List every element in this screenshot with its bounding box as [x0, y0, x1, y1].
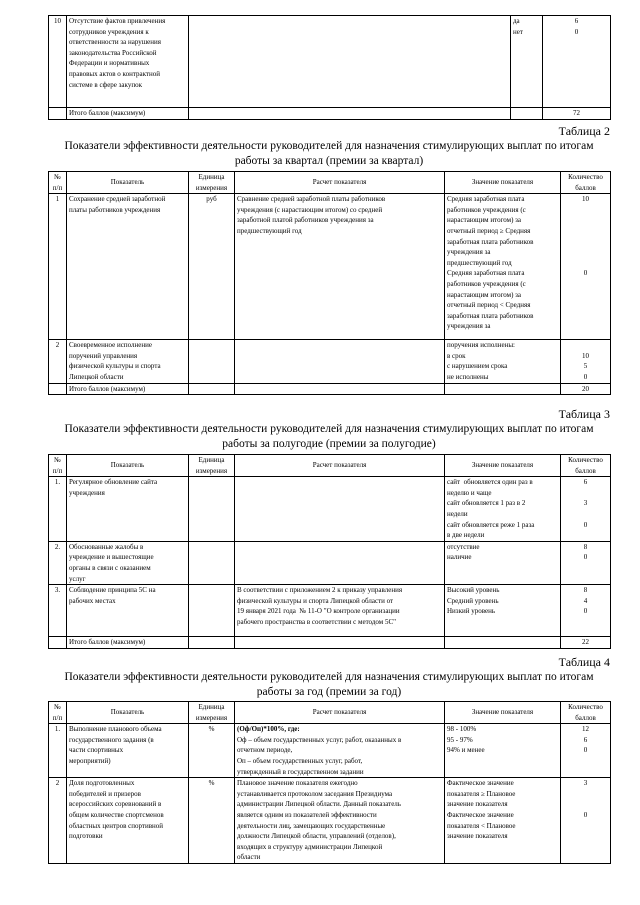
header-name: Показатель	[67, 702, 189, 724]
indicator-name: Соблюдение принципа 5С на рабочих местах	[67, 585, 189, 637]
total-row	[49, 637, 611, 649]
row-number: 2	[49, 778, 67, 864]
indicator-name: Доля подготовленных победителей и призеров всероссийских соревнований в общем количестве спортсменов областных центров спортивной подготовки	[67, 778, 189, 864]
score: 3 0	[561, 778, 611, 864]
indicator-name: Сохранение средней заработной платы работников учреждения	[67, 194, 189, 340]
unit: руб	[189, 194, 235, 340]
table-1-tail	[48, 15, 611, 120]
score: 8 4 0	[561, 585, 611, 637]
table-row	[49, 340, 611, 383]
indicator-value: Высокий уровень Средний уровень Низкий уровень	[445, 585, 561, 637]
total-score: 72	[543, 108, 611, 120]
table-row	[49, 541, 611, 584]
header-num: № п/п	[49, 172, 67, 194]
indicator-value: да нет	[511, 16, 543, 108]
table-row	[49, 724, 611, 778]
header-calc: Расчет показателя	[235, 702, 445, 724]
header-score: Количество баллов	[561, 455, 611, 477]
header-value: Значение показателя	[445, 702, 561, 724]
total-score: 20	[561, 383, 611, 395]
calculation: (Oф/Oп)*100%, где: Oф – объем государственных услуг, работ, оказанных в отчетном периоде, Oп – объем государственных услуг, работ, утвержденный в государственном задании	[235, 724, 445, 778]
header-score: Количество баллов	[561, 702, 611, 724]
score: 10 5 0	[561, 340, 611, 383]
table-header	[49, 702, 611, 724]
table-title: Показатели эффективности деятельности руководителей для назначения стимулирующих выплат по итогам работы за год (премии за год)	[64, 671, 594, 698]
score: 12 6 0	[561, 724, 611, 778]
header-unit: Единица измерения	[189, 702, 235, 724]
score: 6 0	[543, 16, 611, 108]
table-2	[48, 171, 611, 395]
row-number: 2.	[49, 541, 67, 584]
indicator-value: отсутствие наличие	[445, 541, 561, 584]
score: 8 0	[561, 541, 611, 584]
empty-cell	[189, 16, 511, 108]
row-number: 10	[49, 16, 67, 108]
total-label: Итого баллов (максимум)	[67, 637, 189, 649]
calculation: Сравнение средней заработной платы работников учреждения (с нарастающим итогом) со средней заработной платой работников учреждения за предшествующий год	[235, 194, 445, 340]
table-row	[49, 477, 611, 542]
table-label: Таблица 3	[558, 407, 610, 421]
indicator-name: Отсутствие фактов привлечения сотрудников учреждения к ответственности за нарушения законодательства Российской Федерации и нормативных правовых актов о контрактной системе в сфере закупок	[67, 16, 189, 108]
indicator-value: Средняя заработная плата работников учреждения (с нарастающим итогом) за отчетный период ≥ Средняя заработная плата работников учреждения за предшествующий год Средняя заработная плата работников учреждения (с нарастающим итогом) за отчетный период < Средняя заработная плата работников учреждения за	[445, 194, 561, 340]
row-number: 1.	[49, 477, 67, 542]
table-header	[49, 172, 611, 194]
unit: %	[189, 778, 235, 864]
table-row	[49, 194, 611, 340]
table-row	[49, 778, 611, 864]
table-title: Показатели эффективности деятельности руководителей для назначения стимулирующих выплат по итогам работы за квартал (премии за квартал)	[64, 140, 594, 167]
row-number: 3.	[49, 585, 67, 637]
table-header	[49, 455, 611, 477]
total-row	[49, 383, 611, 395]
indicator-value: сайт обновляется один раз в неделю и чаще сайт обновляется 1 раз в 2 недели сайт обновляется реже 1 раза в две недели	[445, 477, 561, 542]
score: 10 0	[561, 194, 611, 340]
row-number: 2	[49, 340, 67, 383]
header-num: № п/п	[49, 702, 67, 724]
table-title: Показатели эффективности деятельности руководителей для назначения стимулирующих выплат по итогам работы за полугодие (премии за полугодие)	[64, 423, 594, 450]
indicator-value: поручения исполнены: в срок с нарушением срока не исполнены	[445, 340, 561, 383]
header-value: Значение показателя	[445, 172, 561, 194]
table-row	[49, 585, 611, 637]
header-unit: Единица измерения	[189, 455, 235, 477]
table-label: Таблица 2	[558, 124, 610, 138]
table-label: Таблица 4	[558, 655, 610, 669]
header-name: Показатель	[67, 455, 189, 477]
header-num: № п/п	[49, 455, 67, 477]
row-number: 1.	[49, 724, 67, 778]
indicator-name: Обоснованные жалобы в учреждение и вышестоящие органы в связи с оказанием услуг	[67, 541, 189, 584]
indicator-name: Регулярное обновление сайта учреждения	[67, 477, 189, 542]
total-score: 22	[561, 637, 611, 649]
indicator-value: Фактическое значение показателя ≥ Плановое значение показателя Фактическое значение показателя < Плановое значение показателя	[445, 778, 561, 864]
table-4	[48, 701, 611, 864]
indicator-name: Своевременное исполнение поручений управления физической культуры и спорта Липецкой области	[67, 340, 189, 383]
header-calc: Расчет показателя	[235, 455, 445, 477]
header-unit: Единица измерения	[189, 172, 235, 194]
header-value: Значение показателя	[445, 455, 561, 477]
total-label: Итого баллов (максимум)	[67, 383, 189, 395]
unit: %	[189, 724, 235, 778]
indicator-name: Выполнение планового объема государственного задания (в части спортивных мероприятий)	[67, 724, 189, 778]
header-calc: Расчет показателя	[235, 172, 445, 194]
header-score: Количество баллов	[561, 172, 611, 194]
table-row	[49, 16, 611, 108]
total-row	[49, 108, 611, 120]
indicator-value: 98 - 100% 95 - 97% 94% и менее	[445, 724, 561, 778]
row-number: 1	[49, 194, 67, 340]
calculation: В соответствии с приложением 2 к приказу управления физической культуры и спорта Липецкой области от 19 января 2021 года № 11-О "О контроле организации рабочего пространства в соответствии с методом 5С"	[235, 585, 445, 637]
score: 6 3 0	[561, 477, 611, 542]
total-label: Итого баллов (максимум)	[67, 108, 189, 120]
header-name: Показатель	[67, 172, 189, 194]
calculation: Плановое значение показателя ежегодно устанавливается протоколом заседания Президиума администрации Липецкой области. Данный показатель является одним из показателей эффективности деятельности лиц, замещающих государственные должности Липецкой области, управлений (отделов), входящих в структуру администрации Липецкой области	[235, 778, 445, 864]
table-3	[48, 454, 611, 649]
